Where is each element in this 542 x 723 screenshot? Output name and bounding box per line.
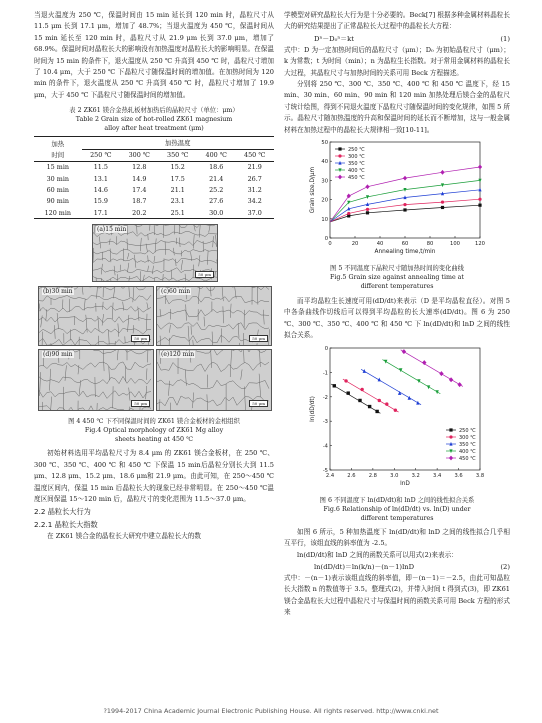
y-tick-label: 0	[324, 345, 328, 352]
grain-boundary	[170, 403, 171, 410]
grain-boundary	[216, 235, 217, 247]
x-tick-label: 80	[426, 241, 434, 248]
table-cell-time: 60 min	[46, 186, 69, 195]
grain-boundary	[193, 235, 194, 249]
table-cell-value: 31.2	[247, 186, 262, 195]
grain-boundary	[238, 343, 239, 345]
table-cell-value: 20.2	[132, 208, 147, 217]
grain-boundary	[102, 314, 104, 325]
fig6-chart	[284, 344, 510, 496]
scale-bar: 50 μm	[131, 335, 150, 342]
fig5-caption-en-2: different temperatures	[360, 283, 434, 291]
grain-boundary	[39, 329, 151, 335]
x-axis-label: Annealing time,t/min	[374, 249, 436, 256]
data-point	[440, 170, 444, 175]
y-tick-label: 20	[321, 197, 328, 204]
fig5-caption-en-1: Fig.5 Grain size against annealing time at	[330, 274, 464, 282]
grain-boundary	[97, 403, 98, 410]
grain-boundary	[129, 388, 130, 401]
grain-boundary	[98, 336, 99, 345]
grain-boundary	[157, 310, 269, 318]
fig4-caption-cn: 图 4 450 ℃ 下不同保温时间的 ZK61 镁合金板材的金相组织	[68, 418, 240, 426]
table-cell-time: 30 min	[46, 174, 69, 183]
right-paragraph-1: 学模型对研究晶粒长大行为是十分必要的。Beck[7] 根据多种金属材料晶粒长大的研究结果提出了正常晶粒长大过程中的晶粒长大方程：	[284, 11, 510, 31]
grain-boundary	[129, 287, 130, 297]
grain-boundary	[146, 244, 147, 252]
table2-caption-cn: 表 2 ZK61 镁合金热轧板材加热后的晶粒尺寸（单位：μm）	[69, 107, 239, 115]
grain-boundary	[157, 323, 269, 330]
table2-caption-en-2: alloy after heat treatment (μm)	[104, 125, 204, 133]
grain-boundary	[188, 326, 189, 345]
data-point	[441, 201, 444, 204]
data-point	[338, 147, 341, 150]
grain-boundary	[133, 325, 134, 333]
x-tick-label: 2.4	[325, 472, 335, 479]
y-tick-label: -2	[322, 394, 328, 401]
table-cell-value: 15.9	[93, 197, 108, 206]
data-point	[478, 165, 482, 170]
micrograph-b	[38, 286, 154, 346]
table-head-temp: 250 ℃	[90, 151, 112, 160]
table-cell-value: 17.4	[132, 186, 147, 195]
grain-boundary	[140, 238, 141, 251]
table-cell-time: 120 min	[44, 208, 72, 217]
right-column	[284, 10, 510, 619]
y-axis-label: ln(dD/dt)	[310, 395, 316, 422]
x-tick-label: 3.8	[475, 472, 485, 479]
legend-label: 450 ℃	[459, 455, 476, 462]
table-cell-value: 17.5	[170, 174, 185, 183]
fig6-svg	[284, 344, 510, 496]
grain-boundary	[99, 237, 100, 249]
grain-boundary	[112, 303, 113, 319]
right-paragraph-4: 而平均晶粒生长速度可用(dD/dt)来表示（D 是平均晶粒直径）。对图 5 中各条曲线作切线后可以得到平均晶粒的长大速率(dD/dt)。图 6 为 250 ℃、300 ℃、350 ℃、400 ℃ 和 450 ℃ 下 ln(dD/dt)和 lnD 之间的线性拟合关系。	[284, 297, 510, 340]
grain-boundary	[159, 400, 160, 411]
grain-boundary	[152, 266, 153, 274]
grain-boundary	[39, 304, 40, 312]
grain-boundary	[199, 225, 200, 238]
grain-boundary	[207, 395, 208, 411]
table-cell-value: 37.0	[247, 208, 262, 217]
table-cell-value: 17.1	[93, 208, 108, 217]
micrograph-d	[38, 349, 154, 411]
y-tick-label: 0	[324, 236, 328, 243]
grain-boundary	[207, 251, 208, 265]
table-head-temp: 450 ℃	[244, 151, 266, 160]
micrograph-c	[156, 286, 272, 346]
grain-boundary	[51, 397, 52, 410]
x-tick-label: 40	[376, 241, 384, 248]
grain-boundary	[109, 367, 110, 381]
data-point	[439, 371, 443, 376]
legend-label: 250 ℃	[348, 147, 365, 154]
fit-line	[401, 350, 463, 387]
data-point	[375, 409, 378, 412]
data-point	[408, 396, 411, 400]
grain-boundary	[215, 272, 216, 278]
data-point	[366, 208, 369, 211]
copyright-footer: ?1994-2017 China Academic Journal Electronic Publishing House. All rights reserved. http://www.cnki.net	[103, 707, 439, 715]
grain-boundary	[155, 239, 156, 253]
grain-boundary	[127, 253, 128, 259]
data-point	[366, 211, 369, 214]
fit-line	[331, 384, 380, 413]
table-cell-value: 18.7	[132, 197, 147, 206]
grain-boundary	[198, 287, 199, 304]
grain-size-table	[34, 136, 274, 219]
grain-boundary	[160, 336, 161, 345]
legend-label: 450 ℃	[348, 175, 365, 182]
grain-boundary	[116, 237, 117, 246]
grain-boundary	[123, 302, 124, 311]
data-point	[417, 379, 420, 383]
grain-boundary	[170, 325, 171, 333]
x-tick-label: 3.2	[411, 472, 420, 479]
grain-boundary	[39, 306, 151, 312]
table-cell-value: 21.4	[209, 174, 224, 183]
grain-boundary	[238, 323, 239, 338]
scale-bar: 50 μm	[249, 335, 268, 342]
grain-boundary	[179, 238, 180, 247]
grain-boundary	[118, 324, 119, 337]
table-cell-value: 18.6	[209, 163, 224, 172]
equation-2-number: (2)	[500, 562, 510, 571]
grain-boundary	[230, 350, 231, 377]
table-row	[34, 196, 274, 207]
grain-boundary	[148, 266, 149, 271]
section-heading-2-2-1: 2.2.1 晶粒长大指数	[34, 520, 98, 530]
grain-boundary	[157, 362, 269, 372]
grain-boundary	[169, 338, 170, 345]
grain-boundary	[256, 344, 257, 346]
x-tick-label: 100	[450, 241, 460, 248]
left-paragraph-2: 初始材料选用平均晶粒尺寸为 8.4 μm 的 ZK61 镁合金板材，在 250 ℃、300 ℃、350 ℃、400 ℃ 和 450 ℃ 下保温 15 min后晶粒分别长大到 11.5 μm、12.8 μm、15.2 μm、18.6 μm和 21.9 μm。由此可知，在 250～450 ℃ 温度区间内，保温 15 min 后晶粒长大的现象已经非常明显。在 250～450 ℃温度区间保温 15～120 min 后，晶粒尺寸的变化范围为 11.5～37.0 μm。	[34, 449, 274, 503]
legend-label: 400 ℃	[459, 448, 476, 455]
x-tick-label: 2.6	[347, 472, 356, 479]
data-point	[360, 387, 363, 390]
micrograph-e-label: (e)120 min	[161, 351, 195, 359]
data-point	[478, 204, 481, 207]
x-tick-label: 60	[401, 241, 409, 248]
micrograph-panel	[34, 224, 274, 414]
grain-boundary	[146, 369, 147, 380]
legend-label: 300 ℃	[348, 154, 365, 161]
fig6-caption-en-1: Fig.6 Relationship of ln(dD/dt) vs. ln(D) under	[323, 505, 471, 513]
grain-boundary	[147, 314, 148, 330]
grain-boundary	[111, 279, 112, 281]
table-cell-value: 11.5	[93, 163, 108, 172]
left-paragraph-1: 当退火温度为 250 ℃，保温时间由 15 min 延长到 120 min 时，晶粒尺寸从 11.5 μm 长到 17.1 μm，增加了 48.7%；当退火温度为 450 ℃，保温时间从 15 min 延长至 120 min 时，晶粒尺寸从 21.9 μm 长到 37.0 μm，增加了 68.9%。保温时间对晶粒长大的影响没有加热温度对晶粒长大的影响明显。在保温时间为 15 min 的条件下，退火温度从 250 ℃ 升高到 450 ℃ 时，晶粒尺寸增加了 10.4 μm，大于 250 ℃ 下晶粒尺寸随保温时间的增加值。在加热时间为 120 min 的条件下，退火温度从 250 ℃ 升高到 450 ℃ 时，晶粒尺寸增加了 19.9 μm，大于 450 ℃ 下晶粒尺寸随保温时间的增加值。	[34, 11, 274, 99]
data-point	[478, 188, 481, 192]
fig4-caption-en-2: sheets heating at 450 ℃	[114, 436, 194, 444]
x-tick-label: 3.0	[390, 472, 399, 479]
data-point	[378, 398, 381, 401]
table-cell-value: 30.0	[209, 208, 224, 217]
micrograph-a	[92, 224, 218, 282]
grain-boundary	[114, 341, 115, 345]
table-row	[34, 184, 274, 195]
table-head-temp: 400 ℃	[205, 151, 227, 160]
data-point	[441, 206, 444, 209]
equation-2-body: ln(dD/dt)＝ln(k/n)－(n－1)lnD	[314, 562, 415, 571]
data-point	[403, 203, 406, 206]
table-cell-value: 25.1	[170, 208, 185, 217]
grain-boundary	[128, 407, 129, 410]
grain-boundary	[179, 225, 180, 234]
data-point	[403, 176, 407, 181]
legend-label: 350 ℃	[459, 441, 476, 448]
grain-boundary	[65, 366, 66, 382]
legend-label: 350 ℃	[348, 161, 365, 168]
data-point	[338, 175, 342, 180]
table-cell-value: 34.2	[247, 197, 262, 206]
grain-boundary	[154, 256, 155, 262]
left-column	[34, 10, 274, 543]
x-tick-label: 3.4	[433, 472, 442, 479]
grain-boundary	[57, 313, 58, 329]
grain-boundary	[42, 332, 43, 345]
data-point	[399, 368, 402, 372]
data-point	[385, 402, 388, 405]
data-point	[416, 400, 419, 404]
grain-boundary	[110, 249, 111, 263]
data-point	[384, 359, 387, 363]
grain-boundary	[193, 340, 194, 345]
grain-boundary	[192, 393, 193, 409]
grain-boundary	[133, 287, 134, 302]
grain-boundary	[169, 381, 170, 396]
grain-boundary	[173, 248, 174, 255]
data-point	[403, 208, 406, 211]
data-point	[449, 377, 453, 382]
table-row	[34, 173, 274, 184]
legend-label: 400 ℃	[348, 168, 365, 175]
table-cell-time: 15 min	[46, 163, 69, 172]
grain-boundary	[129, 276, 130, 281]
table-cell-value: 25.2	[209, 186, 224, 195]
fig5-chart	[284, 138, 510, 264]
data-point	[333, 384, 336, 387]
right-paragraph-6: ln(dD/dt)和 lnD 之间的函数关系可以用式(2)来表示：	[297, 550, 458, 559]
y-tick-label: 40	[321, 159, 328, 166]
grain-boundary	[94, 225, 95, 234]
grain-boundary	[185, 274, 186, 281]
grain-boundary	[97, 287, 98, 299]
grain-boundary	[244, 387, 245, 410]
micrograph-c-label: (c)60 min	[161, 288, 191, 296]
right-paragraph-7: 式中：－(n－1)表示该组直线的斜率值，即－(n－1)＝－2.5，由此可知晶粒长大指数 n 的数值等于 3.5。整理式(2)，并带入时间 t 得到式(3)，即 ZK61 镁合金晶粒长大过程中晶粒尺寸与保温时间的函数关系可用 Beck 方程的形式来	[284, 573, 510, 617]
table-row	[34, 161, 274, 173]
table-head-time-1: 加热	[51, 139, 65, 148]
grain-boundary	[163, 274, 164, 281]
grain-boundary	[259, 374, 261, 397]
section-heading-2-2: 2.2 晶粒长大行为	[34, 507, 91, 517]
equation-1-number: (1)	[500, 34, 510, 43]
data-point	[358, 398, 361, 401]
grain-boundary	[165, 242, 166, 255]
micrograph-a-label: (a)15 min	[97, 226, 127, 234]
data-point	[457, 382, 461, 387]
grain-boundary	[243, 333, 244, 345]
grain-boundary	[39, 317, 151, 323]
grain-boundary	[109, 330, 110, 345]
grain-boundary	[117, 350, 118, 360]
data-point	[449, 435, 452, 438]
y-tick-label: -3	[322, 418, 328, 425]
fit-line	[383, 359, 441, 393]
data-point	[402, 349, 406, 354]
grain-boundary	[257, 287, 258, 305]
grain-boundary	[211, 350, 212, 368]
data-point	[338, 154, 341, 157]
grain-boundary	[93, 241, 217, 246]
data-point	[347, 391, 350, 394]
y-tick-label: -5	[322, 467, 328, 474]
y-tick-label: -1	[322, 370, 328, 377]
micrograph-b-label: (b)30 min	[43, 288, 73, 296]
grain-boundary	[157, 380, 269, 389]
grain-boundary	[212, 332, 213, 345]
data-point	[344, 379, 347, 382]
grain-boundary	[186, 305, 187, 321]
table-row	[34, 207, 274, 219]
table-cell-value: 15.2	[170, 163, 185, 172]
micrograph-e	[156, 349, 272, 411]
scale-bar: 50 μm	[195, 271, 214, 278]
scale-bar: 50 μm	[131, 400, 150, 407]
grain-boundary	[54, 325, 55, 339]
scale-bar: 50 μm	[249, 400, 268, 407]
grain-boundary	[117, 275, 118, 282]
grain-boundary	[147, 303, 148, 310]
y-axis-label: Grain size,D/μm	[310, 166, 316, 214]
grain-boundary	[149, 225, 150, 231]
equation-2	[284, 561, 510, 573]
equation-1-body: Dⁿ－D₀ⁿ＝kt	[314, 34, 354, 43]
equation-1	[284, 33, 510, 45]
grain-boundary	[181, 260, 183, 270]
plot-frame	[330, 348, 480, 470]
grain-boundary	[41, 316, 43, 328]
y-tick-label: 30	[321, 178, 328, 185]
grain-boundary	[93, 259, 217, 264]
table-cell-value: 14.9	[132, 174, 147, 183]
grain-boundary	[210, 287, 211, 296]
y-tick-label: 10	[321, 216, 328, 223]
table-head-temperature: 加热温度	[82, 137, 274, 149]
data-point	[394, 408, 397, 411]
grain-boundary	[127, 263, 128, 272]
grain-boundary	[241, 370, 242, 380]
data-point	[368, 405, 371, 408]
table2-caption-en-1: Table 2 Grain size of hot-rolled ZK61 magnesium	[75, 116, 233, 124]
left-paragraph-3: 在 ZK61 镁合金的晶粒长大研究中建立晶粒长大的数	[47, 532, 201, 541]
grain-boundary	[39, 295, 151, 301]
grain-boundary	[223, 307, 224, 324]
table-head-temp: 350 ℃	[167, 151, 189, 160]
data-point	[449, 455, 453, 460]
fig4-caption-en-1: Fig.4 Optical morphology of ZK61 Mg alloy	[84, 427, 224, 435]
x-tick-label: 120	[475, 241, 485, 248]
grain-boundary	[209, 225, 210, 233]
table-cell-time: 90 min	[46, 197, 69, 206]
grain-boundary	[93, 248, 94, 262]
data-point	[347, 212, 350, 215]
legend-label: 250 ℃	[459, 427, 476, 434]
legend-label: 300 ℃	[459, 434, 476, 441]
table-head-temp: 300 ℃	[128, 151, 150, 160]
grain-boundary	[46, 310, 47, 321]
data-point	[478, 198, 481, 201]
x-tick-label: 2.8	[368, 472, 377, 479]
table-cell-value: 13.1	[93, 174, 108, 183]
table-cell-value: 26.7	[247, 174, 262, 183]
grain-boundary	[113, 287, 114, 298]
fig5-caption-cn: 图 5 不同温度下晶粒尺寸随加热时间的变化曲线	[330, 265, 464, 273]
data-point	[449, 428, 452, 431]
fig6-caption-en-2: different temperatures	[360, 514, 434, 522]
grain-boundary	[175, 259, 176, 266]
x-tick-label: 3.6	[454, 472, 463, 479]
micrograph-d-label: (d)90 min	[43, 351, 73, 359]
right-paragraph-2: 式中：D 为一定加热时间后的晶粒尺寸（μm）；D₀ 为初始晶粒尺寸（μm）；k 为常数；t 为时间（min）；n 为晶粒生长指数。对于常用金属材料的晶粒长大过程，其晶粒尺寸与加热时间的关系可用 Beck 方程描述。	[284, 45, 510, 77]
grain-boundary	[204, 317, 205, 327]
data-point	[365, 184, 369, 189]
table-cell-value: 21.1	[170, 186, 185, 195]
x-tick-label: 20	[351, 241, 359, 248]
grain-boundary	[230, 304, 231, 318]
grain-boundary	[260, 350, 261, 367]
grain-boundary	[213, 236, 214, 247]
x-tick-label: 0	[328, 241, 332, 248]
table-cell-value: 21.9	[247, 163, 262, 172]
x-axis-label: lnD	[400, 480, 410, 487]
table-cell-value: 27.6	[209, 197, 224, 206]
grain-boundary	[171, 270, 172, 280]
grain-boundary	[39, 362, 151, 370]
grain-boundary	[263, 310, 264, 325]
grain-boundary	[148, 256, 149, 263]
table-head-time-2: 时间	[51, 151, 65, 160]
grain-boundary	[268, 330, 269, 346]
y-tick-label: -4	[322, 443, 328, 450]
right-paragraph-3: 分别将 250 ℃、300 ℃、350 ℃、400 ℃ 和 450 ℃ 温度下，经 15 min、30 min、60 min、90 min 和 120 min 加热处理后镁合金的晶粒尺寸统计绘图，得到不同退火温度下晶粒尺寸随保温时间的变化规律，如图 5 所示。晶粒尺寸随加热温度的升高和保温时间的延长而不断增加，这与一般金属材料在加热过程中的晶粒长大规律相一致[10-11]。	[284, 80, 510, 134]
table-cell-value: 23.1	[170, 197, 185, 206]
grain-boundary	[222, 287, 223, 301]
right-paragraph-5: 如图 6 所示，5 种加热温度下 ln(dD/dt)和 lnD 之间的线性拟合几乎相互平行，该组直线的斜率值为 -2.5。	[284, 527, 510, 548]
grain-boundary	[82, 287, 83, 295]
y-tick-label: 50	[321, 140, 328, 147]
fit-line	[361, 369, 421, 404]
fig5-svg	[284, 138, 510, 264]
grain-boundary	[244, 350, 245, 363]
fig6-caption-cn: 图 6 不同温度下 ln(dD/dt)和 lnD 之间的线性拟合关系	[319, 496, 475, 504]
table-cell-value: 12.8	[132, 163, 147, 172]
table-cell-value: 14.6	[93, 186, 108, 195]
